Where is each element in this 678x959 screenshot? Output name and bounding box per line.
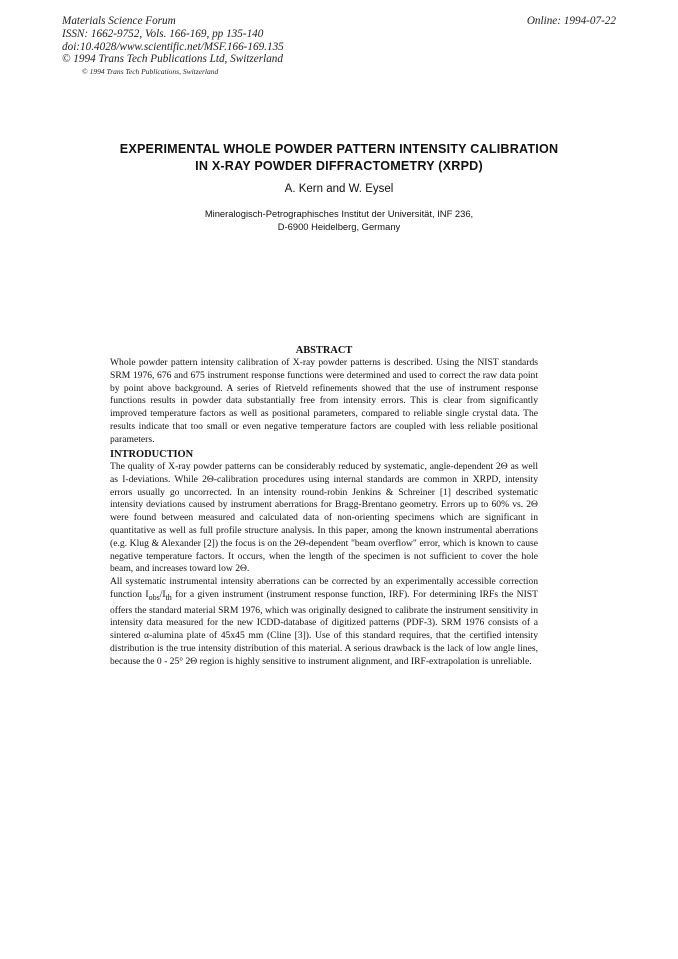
affiliation-line-2: D-6900 Heidelberg, Germany: [277, 220, 401, 232]
copyright-line: © 1994 Trans Tech Publications Ltd, Switzerland: [62, 53, 283, 66]
title-line-2: IN X-RAY POWDER DIFFRACTOMETRY (XRPD): [195, 159, 483, 173]
authors: A. Kern and W. Eysel: [284, 183, 394, 195]
introduction-heading: INTRODUCTION: [110, 449, 194, 460]
para2-start: All systematic instrumental intensity aberrations can be corrected by an experimentally accessible correction function I: [110, 576, 538, 600]
intro-paragraph-1: The quality of X-ray powder patterns can be considerably reduced by systematic, angle-dependent 2Θ as well as I-deviations. While 2Θ-calibration procedures using internal standards are common in XRPD, intensity errors usually go uncorrected. In an intensity round-robin Jenkins & Schreiner [1] described systematic intensity deviations caused by instrument aberrations for Bragg-Brentano geometry. Errors up to 60% vs. 2Θ were found between measured and calculated data of non-orienting specimens which are significant in quantitative as well as full profile structure analysis. In this paper, among the known instrumental aberrations (e.g. Klug & Alexander [2]) the focus is on the 2Θ-dependent "beam overflow" error, which is known to cause negative temperature factors. It occurs, when the length of the specimen is not sufficient to cover the hole beam, and increases toward low 2Θ.: [110, 461, 538, 575]
issn-line: ISSN: 1662-9752, Vols. 166-169, pp 135-140: [62, 27, 264, 40]
journal-metadata: [62, 15, 284, 77]
subscript-obs: obs: [148, 592, 160, 602]
intro-paragraph-2: [110, 576, 538, 668]
abstract-body: [110, 357, 538, 447]
affiliation: [90, 208, 588, 233]
para2-rest: for a given instrument (instrument response function, IRF). For determining IRFs the NIST offers the standard material SRM 1976, which was originally designed to calibrate the instrument sensitivity in intensity data measured for the new ICDD-database of digitized patterns (PDF-3). SRM 1976 consists of a sintered α-alumina plate of 45x45 mm (Cline [3]). Use of this standard requires, that the certified intensity distribution is the true intensity distribution of this material. A serious drawback is the lack of low angle lines, because the 0 - 25° 2Θ region is highly sensitive to instrument alignment, and IRF-extrapolation is unreliable.: [110, 588, 538, 667]
affiliation-line-1: Mineralogisch-Petrographisches Institut der Universität, INF 236,: [204, 208, 474, 219]
para2-slash: /I: [159, 588, 166, 600]
online-date: Online: 1994-07-22: [526, 15, 616, 27]
subscript-th: th: [165, 592, 172, 602]
title-line-1: EXPERIMENTAL WHOLE POWDER PATTERN INTENSITY CALIBRATION: [119, 142, 559, 156]
abstract-text: Whole powder pattern intensity calibration of X-ray powder patterns is described. Using the NIST standards SRM 1976, 676 and 675 instrument response functions were determined and used to correct the raw data point by point above background. A series of Rietveld refinements showed that the use of instrument response functions results in powder data substantially free from intensity errors. This is clear from significantly improved temperature factors as well as positional parameters, compared to reliable single crystal data. The results indicate that too small or even negative temperature factors are coupled with less reliable positional parameters.: [110, 357, 538, 445]
doi-link[interactable]: doi:10.4028/www.scientific.net/MSF.166-169.135: [62, 40, 284, 53]
introduction-body: [110, 461, 538, 669]
small-copyright: © 1994 Trans Tech Publications, Switzerland: [82, 67, 219, 77]
paper-title: [90, 141, 588, 175]
abstract-heading: ABSTRACT: [295, 345, 353, 356]
journal-name: Materials Science Forum: [62, 15, 176, 27]
